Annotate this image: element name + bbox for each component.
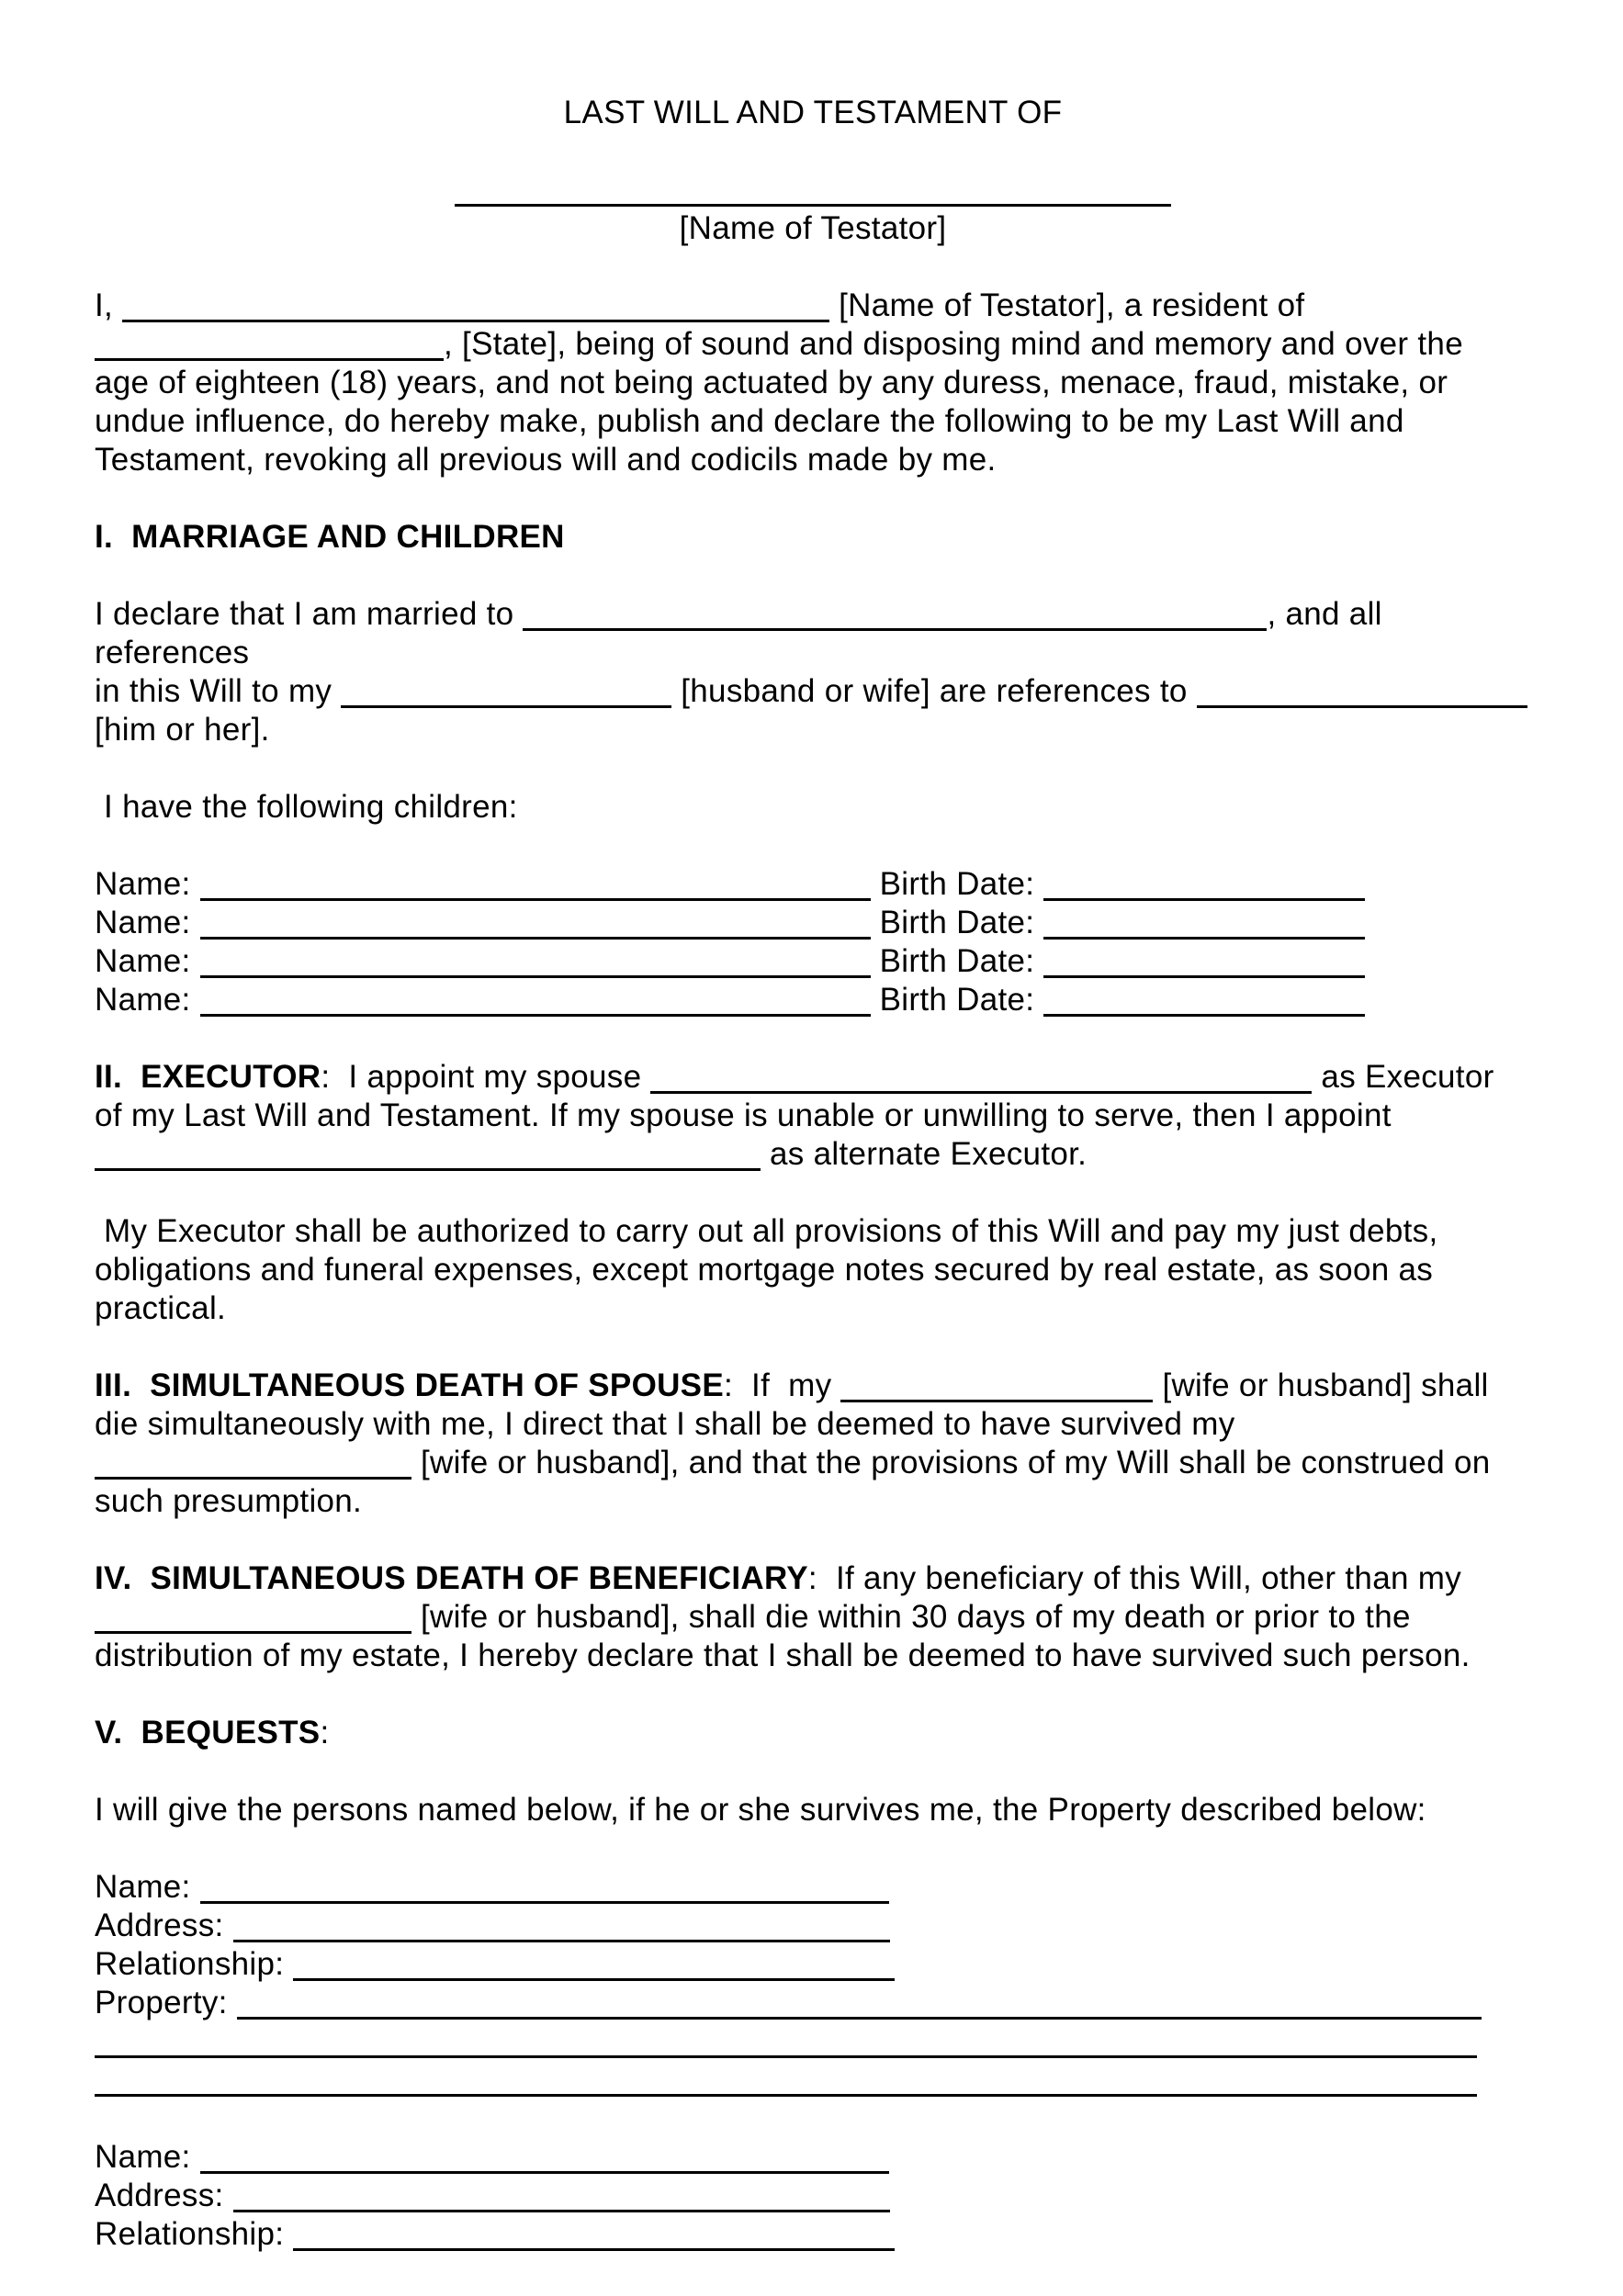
text-run: obligations and funeral expenses, except mortgage notes secured by real estate, as soon as (95, 1252, 1434, 1288)
blank-underline (1043, 986, 1365, 1017)
text-run: Name: (95, 2139, 200, 2175)
blank-underline (95, 2028, 1477, 2058)
blank-underline (200, 1874, 889, 1904)
section-simultaneous-death-of-spouse-paragraph (95, 1367, 1531, 1521)
executor-powers-paragraph (95, 1212, 1531, 1328)
text-run: distribution of my estate, I hereby declare that I shall be deemed to have survived such person. (95, 1638, 1471, 1673)
blank-underline (122, 292, 829, 322)
text-run: Relationship: (95, 1946, 294, 1982)
text-run: I, (95, 287, 123, 323)
blank-underline (95, 1449, 411, 1480)
bold-text-run: I. MARRIAGE AND CHILDREN (95, 519, 565, 555)
blank-underline (233, 1912, 890, 1942)
text-run: [wife or husband], and that the provisions of my Will shall be construed on (411, 1445, 1491, 1480)
blank-underline (237, 1989, 1482, 2020)
children-intro-paragraph (95, 788, 1531, 827)
text-run: , [State], being of sound and disposing mind and memory and over the (444, 326, 1463, 362)
blank-underline (95, 1604, 411, 1634)
blank-underline (1043, 909, 1365, 940)
text-run: Name: (95, 943, 200, 979)
text-run: Birth Date: (870, 866, 1044, 902)
text-run: , and all references (95, 596, 1392, 670)
text-run: I will give the persons named below, if he or she survives me, the Property described below: (95, 1792, 1426, 1828)
bequests-intro-paragraph (95, 1791, 1531, 1829)
testator-name-line (95, 171, 1531, 248)
blank-underline (200, 948, 871, 978)
text-run: Name: (95, 982, 200, 1018)
text-run: [him or her]. (95, 712, 270, 748)
text-run: Name: (95, 1869, 200, 1905)
text-run: undue influence, do hereby make, publish and declare the following to be my Last Will and (95, 403, 1404, 439)
text-run: : (320, 1715, 330, 1750)
bold-text-run: IV. SIMULTANEOUS DEATH OF BENEFICIARY (95, 1560, 808, 1596)
bold-text-run: V. BEQUESTS (95, 1715, 321, 1750)
text-run: My Executor shall be authorized to carry out all provisions of this Will and pay my just debts, (95, 1213, 1438, 1249)
text-run: Relationship: (95, 2216, 294, 2252)
text-run: such presumption. (95, 1483, 363, 1519)
blank-underline (200, 2144, 889, 2174)
text-run: : If any beneficiary of this Will, other than my (807, 1560, 1461, 1596)
blank-underline (293, 2221, 895, 2251)
bold-text-run: II. EXECUTOR (95, 1059, 321, 1095)
blank-underline (95, 1141, 761, 1171)
blank-underline (455, 176, 1171, 207)
blank-underline (1197, 678, 1527, 708)
text-run: as Executor (1312, 1059, 1494, 1095)
blank-underline (840, 1372, 1153, 1402)
blank-underline (341, 678, 671, 708)
text-run: Birth Date: (870, 982, 1044, 1018)
blank-underline (293, 1951, 895, 1981)
blank-underline (200, 871, 871, 901)
text-run: : If my (723, 1367, 841, 1403)
text-run: as alternate Executor. (761, 1136, 1088, 1172)
blank-underline (200, 909, 871, 940)
section-heading-marriage-and-children (95, 518, 1531, 557)
text-run: Name: (95, 905, 200, 940)
blank-underline (523, 601, 1267, 631)
section-simultaneous-death-of-beneficiary-paragraph (95, 1559, 1531, 1675)
beneficiary-block-2 (95, 2138, 1531, 2254)
bold-text-run: III. SIMULTANEOUS DEATH OF SPOUSE (95, 1367, 724, 1403)
text-run: practical. (95, 1290, 227, 1326)
section-executor-paragraph (95, 1058, 1531, 1174)
text-run: Address: (95, 2178, 233, 2213)
text-run: Birth Date: (870, 943, 1044, 979)
text-run: [wife or husband], shall die within 30 days of my death or prior to the (411, 1599, 1411, 1635)
text-run: Name: (95, 866, 200, 902)
marriage-declaration-paragraph (95, 595, 1531, 749)
blank-underline (95, 331, 444, 361)
blank-underline (1043, 871, 1365, 901)
text-run: [Name of Testator], a resident of (829, 287, 1305, 323)
text-run: of my Last Will and Testament. If my spouse is unable or unwilling to serve, then I appoint (95, 1097, 1392, 1133)
document-title: LAST WILL AND TESTAMENT OF (563, 95, 1063, 130)
section-heading-bequests (95, 1714, 1531, 1752)
text-run: Birth Date: (870, 905, 1044, 940)
blank-underline (1043, 948, 1365, 978)
text-run: [husband or wife] are references to (671, 673, 1197, 709)
text-run: I have the following children: (95, 789, 518, 825)
text-run: in this Will to my (95, 673, 342, 709)
blank-underline (200, 986, 871, 1017)
text-run: [wife or husband] shall (1153, 1367, 1489, 1403)
text-run: [Name of Testator] (679, 210, 947, 246)
opening-paragraph (95, 287, 1531, 479)
beneficiary-block-1 (95, 1868, 1531, 2099)
blank-underline (650, 1064, 1312, 1094)
text-run: die simultaneously with me, I direct that I shall be deemed to have survived my (95, 1406, 1235, 1442)
text-run: age of eighteen (18) years, and not being actuated by any duress, menace, fraud, mistake, or (95, 365, 1448, 400)
blank-underline (95, 2066, 1477, 2097)
children-name-birthdate-rows (95, 865, 1531, 1019)
blank-underline (233, 2182, 890, 2212)
text-run: : I appoint my spouse (321, 1059, 651, 1095)
text-run: Address: (95, 1908, 233, 1943)
text-run: Property: (95, 1985, 237, 2020)
text-run: I declare that I am married to (95, 596, 524, 632)
text-run: Testament, revoking all previous will and codicils made by me. (95, 442, 997, 478)
